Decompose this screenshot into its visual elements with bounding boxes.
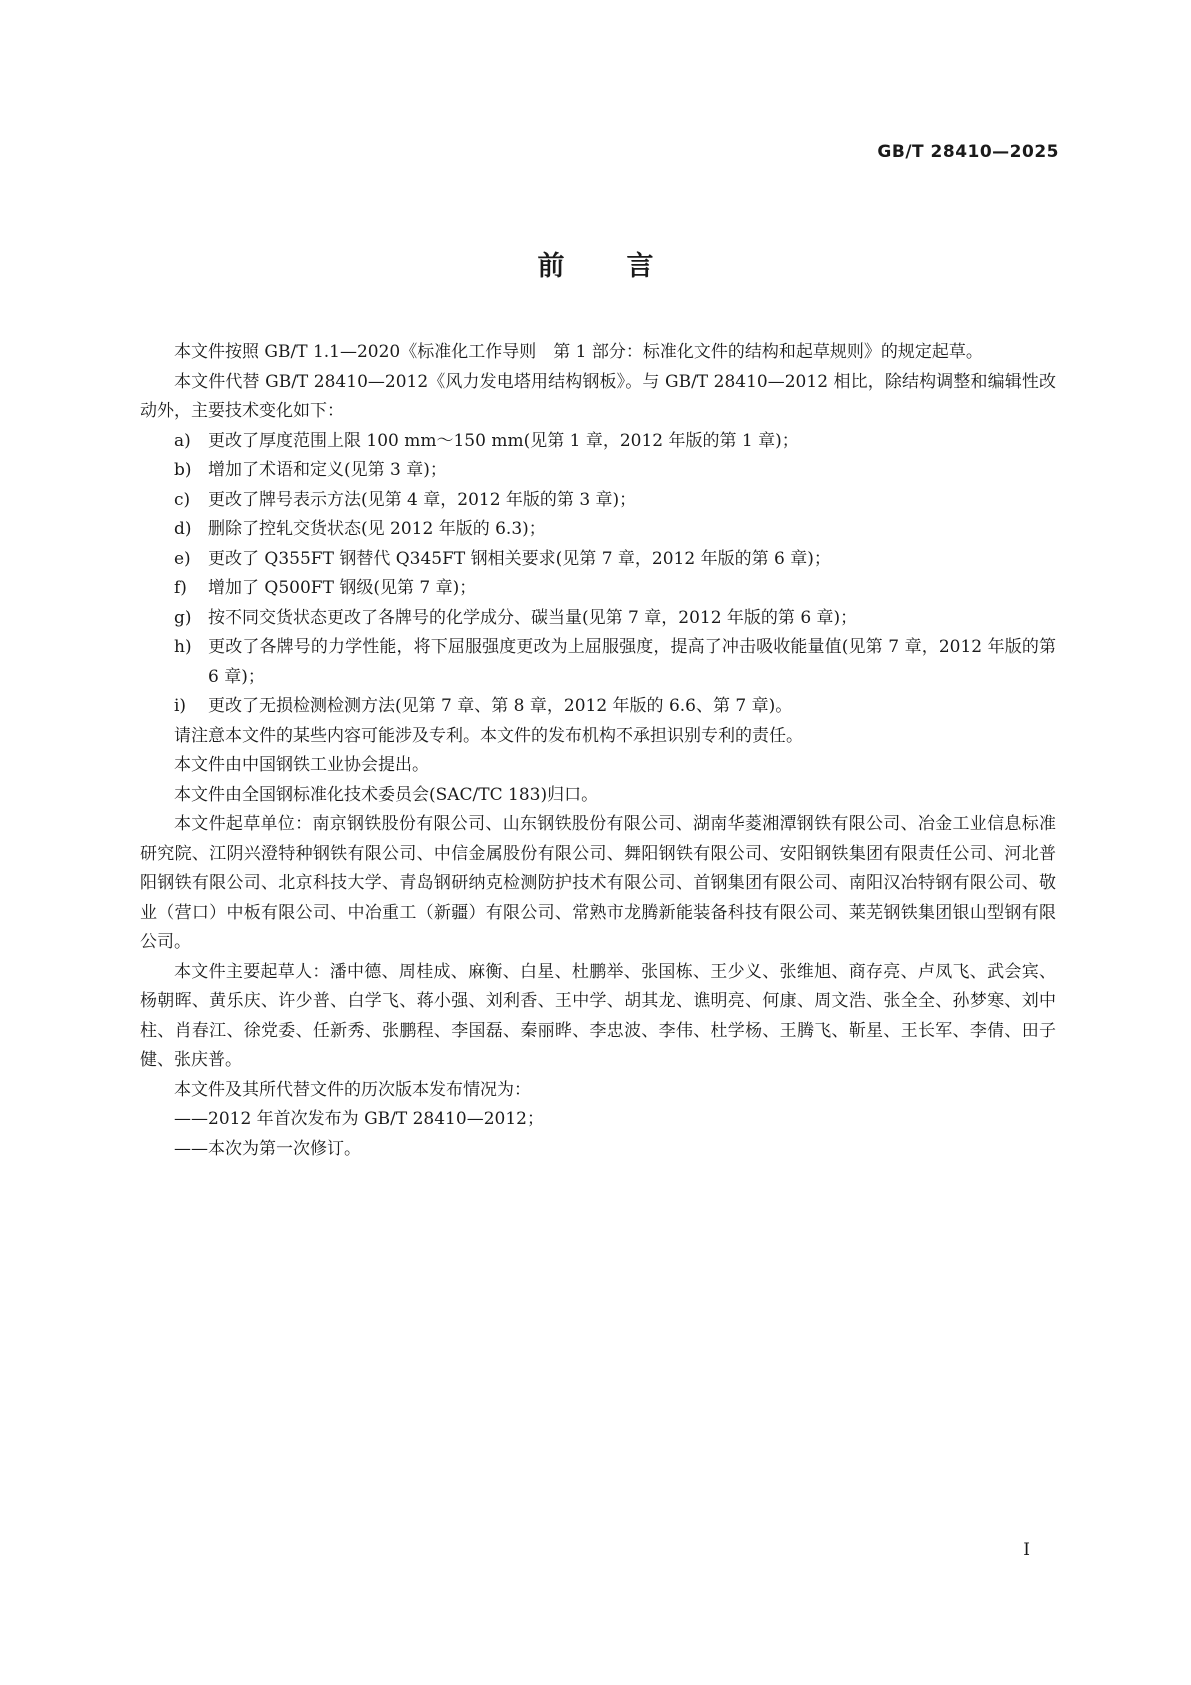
list-marker: g): [174, 607, 192, 628]
list-marker: i): [174, 696, 187, 716]
list-item: [140, 604, 1056, 634]
list-item-text: 更改了厚度范围上限 100 mm～150 mm(见第 1 章，2012 年版的第 1 章)；: [208, 430, 799, 451]
list-marker: e): [174, 548, 191, 569]
drafters: 本文件主要起草人：潘中德、周桂成、麻衡、白星、杜鹏举、张国栋、王少义、张维旭、商存亮、卢凤飞、武会宾、杨朝晖、黄乐庆、许少普、白学飞、蒋小强、刘利香、王中学、胡其龙、谯明亮、何康、周文浩、张全全、孙梦寒、刘中柱、肖春江、徐党委、任新秀、张鹏程、李国磊、秦丽晔、李忠波、李伟、杜学杨、王腾飞、靳星、王长军、李倩、田子健、张庆普。: [140, 961, 1056, 1070]
replacement-paragraph: 本文件代替 GB/T 28410—2012《风力发电塔用结构钢板》。与 GB/T 28410—2012 相比，除结构调整和编辑性改动外，主要技术变化如下：: [140, 371, 1056, 421]
list-marker: h): [174, 637, 192, 657]
list-item: [140, 545, 1056, 575]
list-item-text: 更改了无损检测检测方法(见第 7 章、第 8 章，2012 年版的 6.6、第 7 章)。: [208, 696, 793, 716]
list-item: [140, 692, 1056, 722]
page-number: I: [1023, 1540, 1030, 1560]
list-item: [140, 486, 1056, 516]
standard-code: GB/T 28410—2025: [877, 142, 1059, 162]
list-item: [140, 633, 1056, 692]
drafting-units: 本文件起草单位：南京钢铁股份有限公司、山东钢铁股份有限公司、湖南华菱湘潭钢铁有限公司、冶金工业信息标准研究院、江阴兴澄特种钢铁有限公司、中信金属股份有限公司、舞阳钢铁有限公司、安阳钢铁集团有限责任公司、河北普阳钢铁有限公司、北京科技大学、青岛钢研纳克检测防护技术有限公司、首钢集团有限公司、南阳汉冶特钢有限公司、敬业（营口）中板有限公司、中冶重工（新疆）有限公司、常熟市龙腾新能装备科技有限公司、莱芜钢铁集团银山型钢有限公司。: [140, 814, 1056, 952]
list-item: [140, 456, 1056, 486]
list-item-text: 增加了 Q500FT 钢级(见第 7 章)；: [208, 578, 477, 598]
list-item-text: 删除了控轧交货状态(见 2012 年版的 6.3)；: [208, 519, 546, 539]
preface-content: [140, 338, 1056, 1164]
list-item-text: 更改了各牌号的力学性能，将下屈服强度更改为上屈服强度，提高了冲击吸收能量值(见第 7 章，2012 年版的第 6 章)；: [208, 637, 1056, 687]
history-item: ——本次为第一次修订。: [174, 1138, 361, 1159]
list-marker: c): [174, 489, 191, 510]
list-item: [140, 574, 1056, 604]
list-marker: d): [174, 519, 192, 539]
page-title: 前言: [537, 251, 716, 282]
list-marker: a): [174, 430, 191, 451]
patent-notice: 请注意本文件的某些内容可能涉及专利。本文件的发布机构不承担识别专利的责任。: [174, 725, 803, 746]
list-marker: f): [174, 578, 187, 598]
proposer-statement: 本文件由中国钢铁工业协会提出。: [174, 755, 429, 775]
history-intro: 本文件及其所代替文件的历次版本发布情况为：: [174, 1079, 531, 1100]
drafting-rules-paragraph: 本文件按照 GB/T 1.1—2020《标准化工作导则 第 1 部分：标准化文件的结构和起草规则》的规定起草。: [174, 342, 983, 362]
list-item: [140, 427, 1056, 457]
list-item: [140, 515, 1056, 545]
list-marker: b): [174, 460, 192, 480]
list-item-text: 更改了牌号表示方法(见第 4 章，2012 年版的第 3 章)；: [208, 489, 637, 510]
changes-list: [140, 427, 1056, 722]
history-item: ——2012 年首次发布为 GB/T 28410—2012；: [174, 1109, 544, 1129]
list-item-text: 增加了术语和定义(见第 3 章)；: [208, 460, 447, 480]
list-item-text: 更改了 Q355FT 钢替代 Q345FT 钢相关要求(见第 7 章，2012 年版的第 6 章)；: [208, 548, 831, 569]
list-item-text: 按不同交货状态更改了各牌号的化学成分、碳当量(见第 7 章，2012 年版的第 6 章)；: [208, 607, 858, 628]
committee-statement: 本文件由全国钢标准化技术委员会(SAC/TC 183)归口。: [174, 784, 599, 805]
